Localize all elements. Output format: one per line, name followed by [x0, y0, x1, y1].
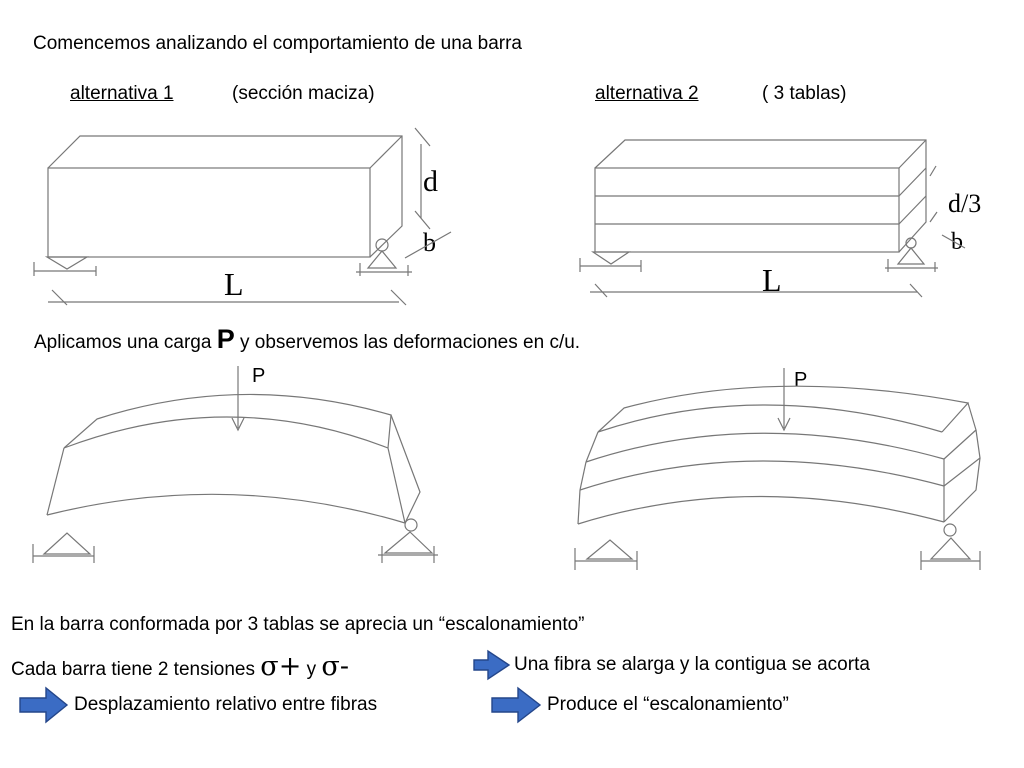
alt2-label: alternativa 2	[595, 83, 699, 104]
alt1-dim-b: b	[423, 228, 436, 257]
alt1-dim-L: L	[224, 266, 244, 302]
load-P: P	[216, 324, 235, 354]
alt1-left-support	[34, 257, 96, 276]
alt2-dim-b: b	[951, 229, 963, 255]
deformed-alt2-right-support	[921, 524, 980, 570]
alt2-desc: ( 3 tablas)	[762, 83, 847, 104]
load-arrow-left	[232, 366, 244, 430]
line2-post: Una fibra se alarga y la contigua se acorta	[514, 654, 870, 675]
alt2-left-support	[580, 252, 641, 272]
line3-b: Produce el “escalonamiento”	[547, 694, 789, 715]
deformed-solid-beam	[47, 394, 420, 523]
load-arrow-right	[778, 368, 790, 430]
alt1-solid-beam	[48, 136, 402, 257]
intro-text: Comencemos analizando el comportamiento de una barra	[33, 33, 522, 54]
load-post: y observemos las deformaciones en c/u.	[240, 332, 581, 353]
alt1-dim-d: d	[423, 165, 438, 198]
sigma-plus: σ+	[260, 651, 302, 682]
alt1-dimension-lines	[48, 128, 451, 305]
alt1-desc: (sección maciza)	[232, 83, 375, 104]
line3-a: Desplazamiento relativo entre fibras	[74, 694, 378, 715]
blue-arrow-2	[20, 688, 67, 722]
line2-pre: Cada barra tiene 2 tensiones	[11, 659, 255, 680]
blue-arrow-3	[492, 688, 540, 722]
alt2-three-boards	[595, 140, 926, 252]
alt2-dim-d3: d/3	[948, 189, 982, 218]
p-label-right: P	[794, 369, 808, 391]
alt1-label: alternativa 1	[70, 83, 174, 104]
blue-arrow-1	[474, 651, 509, 679]
alt2-dim-L: L	[762, 262, 782, 298]
deformed-alt1-right-support	[378, 519, 438, 563]
line2-y: y	[306, 659, 317, 680]
sigma-minus: σ-	[321, 651, 349, 682]
deformed-alt1-left-support	[33, 533, 94, 563]
p-label-left: P	[252, 365, 266, 387]
deformed-alt2-left-support	[575, 540, 637, 570]
deformed-three-boards	[578, 386, 980, 524]
alt2-right-support	[885, 238, 938, 272]
load-pre: Aplicamos una carga	[34, 332, 212, 353]
conclusion-line-1: En la barra conformada por 3 tablas se aprecia un “escalonamiento”	[11, 614, 585, 635]
